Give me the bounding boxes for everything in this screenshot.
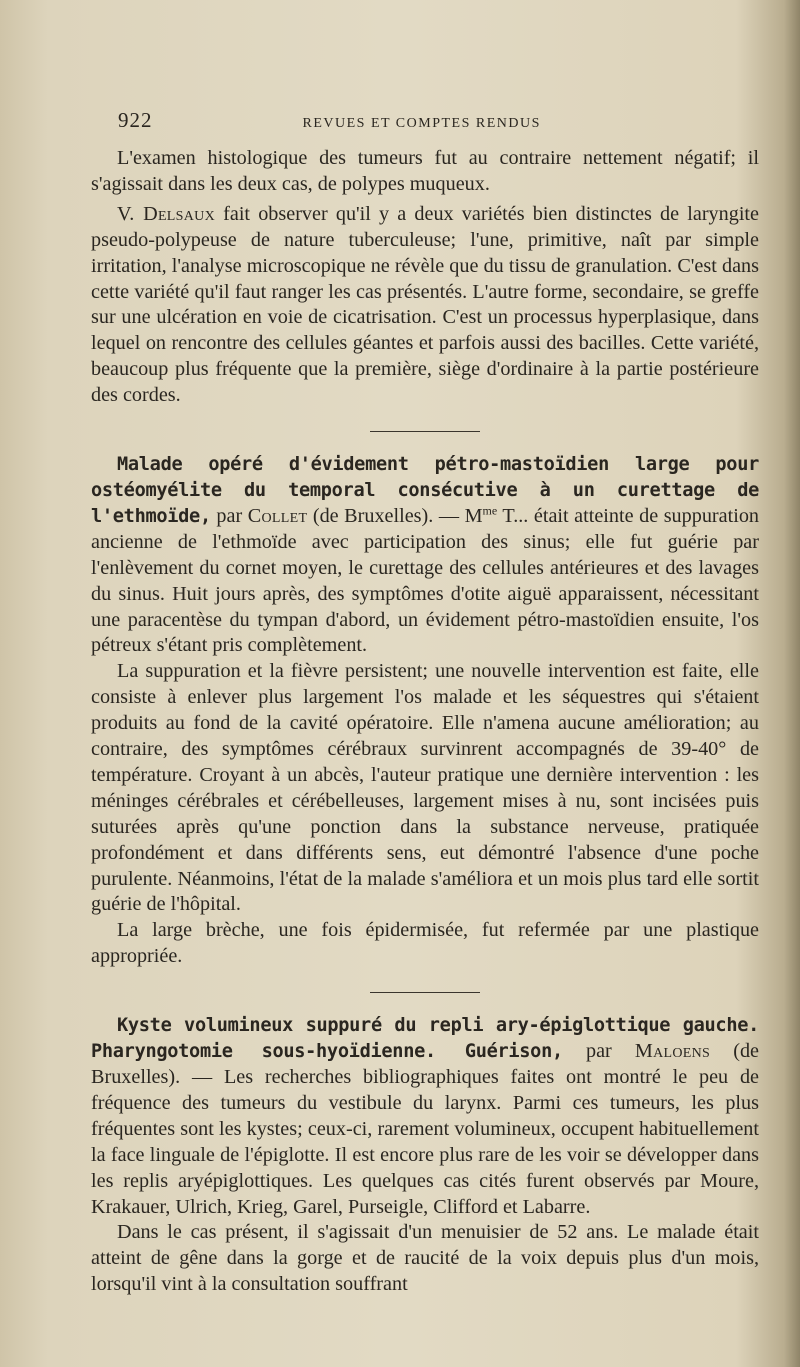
paragraph-cas-present: Dans le cas présent, il s'agissait d'un menuisier de 52 ans. Le malade était atteint de gêne dans la gorge et de raucité de la voix depuis plus d'un mois, lorsqu'il vint à la consultation souffrant [91, 1221, 759, 1296]
body-text [91, 146, 759, 1298]
paragraph-histology: L'examen histologique des tumeurs fut au contraire nettement négatif; il s'agissait dans les deux cas, de polypes muqueux. [91, 147, 759, 195]
section-divider [370, 431, 480, 432]
title-sup-me: me [482, 503, 498, 518]
paragraph-collet-text: T... était atteinte de suppuration ancienne de l'ethmoïde avec participation des sinus; elle fut guérie par l'enlèvement du cornet moyen, le curettage des cellules antérieures et des lavages du sinus. Huit jours après, des symptômes d'otite aiguë apparaissent, nécessitant une paracentèse du tympan d'abord, un évidement pétro-mastoïdien ensuite, l'os pétreux s'étant pris complètement. [91, 504, 760, 657]
affiliation-collet: (de Bruxelles). — M [312, 504, 483, 527]
paragraph-maloens-text: — Les recherches bibliographiques faites ont montré le peu de fréquence des tumeurs du vestibule du larynx. Parmi ces tumeurs, les plus fréquentes sont les kystes; ceux-ci, rarement volumineux, occupent habituellement la face linguale de l'épiglotte. Il est encore plus rare de les voir se développer dans les replis aryépiglottiques. Les quelques cas cités furent observés par Moure, Krakauer, Ulrich, Krieg, Garel, Purseigle, Clifford et Labarre. [91, 1066, 759, 1218]
paragraph-delsaux [91, 202, 759, 409]
running-head: REVUES ET COMPTES RENDUS [302, 116, 541, 131]
affiliation-maloens: (de Bruxelles). [91, 1040, 759, 1088]
author-delsaux: V. Delsaux [117, 202, 215, 225]
by-collet: par [216, 504, 243, 527]
paragraph-collet [91, 452, 759, 659]
author-maloens: Maloens [634, 1040, 711, 1063]
paragraph-breche: La large brèche, une fois épidermisée, fut refermée par une plastique appropriée. [91, 919, 759, 968]
paragraph-maloens [91, 1013, 759, 1220]
page-number: 922 [118, 108, 153, 132]
article-title-collet: Malade opéré d'évidement pétro-mastoïdien large pour ostéomyélite du temporal consécutive à un curettage de l'ethmoïde, [91, 454, 759, 527]
page-header [118, 108, 758, 132]
paragraph-suppuration: La suppuration et la fièvre persistent; une nouvelle intervention est faite, elle consiste à enlever plus largement l'os malade et les séquestres qui s'étaient produits au fond de la cavité opératoire. Elle n'amena aucune amélioration; au contraire, des symptômes cérébraux survinrent accompagnés de 39-40° de température. Croyant à un abcès, l'auteur pratique une dernière intervention : les méninges cérébrales et cérébelleuses, largement mises à nu, sont incisées puis suturées après qu'une ponction dans la substance nerveuse, pratiquée profondément et dans différents sens, eut démontré l'absence d'une poche purulente. Néanmoins, l'état de la malade s'améliora et un mois plus tard elle sortit guérie de l'hôpital. [91, 660, 759, 916]
article-title-maloens: Kyste volumineux suppuré du repli ary-épiglottique gauche. Pharyngotomie sous-hyoïdienne. Guérison, [91, 1015, 759, 1063]
paragraph-delsaux-text: fait observer qu'il y a deux variétés bien distinctes de laryngite pseudo-polypeuse de nature tuberculeuse; l'une, primitive, naît par simple irritation, l'analyse microscopique ne révèle que du tissu de granulation. C'est dans cette variété qu'il faut ranger les cas présentés. L'autre forme, secondaire, se greffe sur une ulcération en voie de cicatrisation. C'est un processus hyperplasique, dans lequel on rencontre des cellules géantes et parfois aussi des bacilles. Cette variété, beaucoup plus fréquente que la première, siège d'ordinaire à la partie postérieure des cordes. [91, 202, 760, 407]
section-divider [370, 992, 480, 993]
by-maloens: par [585, 1040, 612, 1063]
author-collet: Collet [247, 504, 308, 527]
